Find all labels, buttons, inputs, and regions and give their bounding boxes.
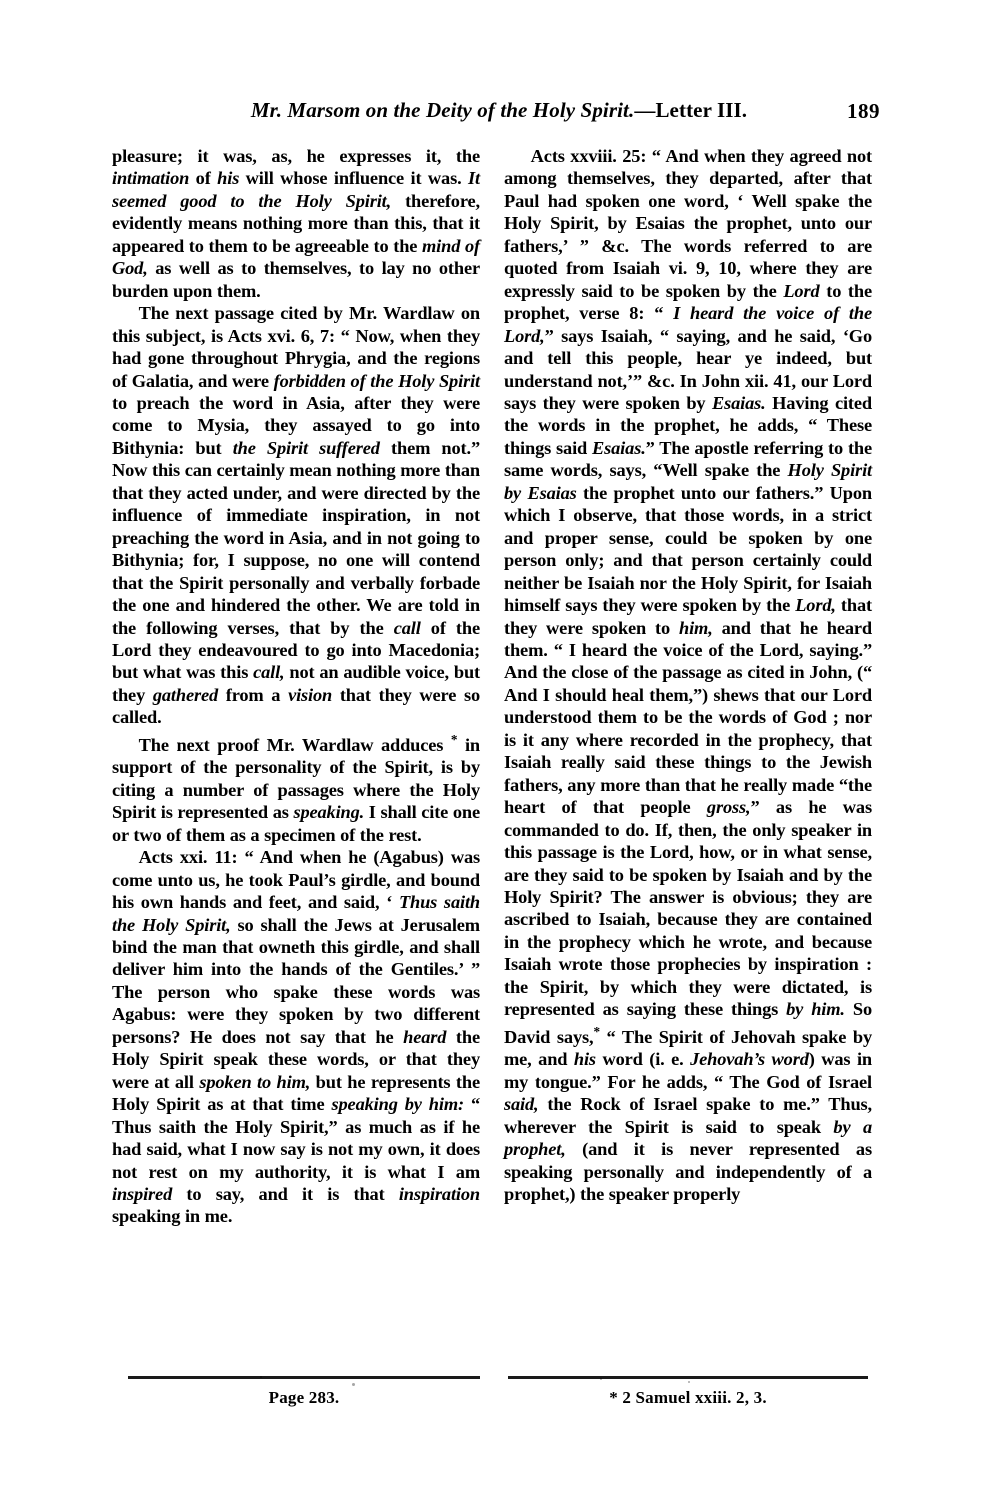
running-head-title-text: Mr. Marsom on the Deity of the Holy Spirit. [250,98,635,122]
paragraph: Acts xxviii. 25: “ And when they agreed not among themselves, they departed, after that Paul had spoken one word, ‘ Well spake the Holy Spirit, by Esaias the prophet, unto our fathers,’ ” &c. The words referred to are quoted from Isaiah vi. 9, 10, where they are expressly said to be spoken by the Lord to the prophet, verse 8: “ I heard the voice of the Lord,” says Isaiah, “ saying, and he said, ‘Go and tell this people, hear ye indeed, but understand not,’” &c. In John xii. 41, our Lord says they were spoken by Esaias. Having cited the words in the prophet, he adds, “ These things said Esaias.” The apostle referring to the same words, says, “Well spake the Holy Spirit by Esaias the prophet unto our fathers.” Upon which I observe, that those words, in a strict and proper sense, could be spoken by one person only; and that person certainly could neither be Isaiah nor the Holy Spirit, for Isaiah himself says they were spoken by the Lord, that they were spoken to him, and that he heard them. “ I heard the voice of the Lord, saying.” And the close of the passage as cited in John, (“ And I should heal them,”) shews that our Lord understood them to be the words of God ; nor is it any where recorded in the prophecy, that Isaiah really said these things to the Jewish fathers, any more than that he really made “the heart of that people gross,” as he was commanded to do. If, then, the only speaker in this passage is the Lord, how, or in what sense, are they said to be spoken by Isaiah and by the Holy Spirit? The answer is obvious; they are ascribed to Isaiah, because they are contained in the prophecy which he wrote, and because Isaiah wrote those prophecies by inspiration : the Spirit, by which they were dictated, is represented as saying these things by him. So David says,* “ The Spirit of Jehovah spake by me, and his word (i. e. Jehovah’s word) was in my tongue.” For he adds, “ The God of Israel said, the Rock of Israel spake to me.” Thus, wherever the Spirit is said to speak by a prophet, (and it is never represented as speaking personally and independently of a prophet,) the speaker properly [504,146,873,1204]
right-text-column [504,145,872,1350]
paragraph: pleasure; it was, as, he expresses it, the intimation of his will whose influence it was. It seemed good to the Holy Spirit, therefore, evidently means nothing more than this, that it appeared to them to be agreeable to the mind of God, as well as to themselves, to lay no other burden upon them. [112,146,480,301]
left-text-column [112,145,480,1350]
running-head-letter-number: —Letter III. [634,98,748,122]
page-folio-number: 189 [847,99,880,123]
footnote-left: Page 283. [268,1388,340,1407]
paragraph: The next passage cited by Mr. Wardlaw on this subject, is Acts xvi. 6, 7: “ Now, when they had gone throughout Phrygia, and the regions of Galatia, and were forbidden of the Holy Spirit to preach the word in Asia, after they were come to Mysia, they assayed to go into Bithynia: but the Spirit suffered them not.” Now this can certainly mean nothing more than that they acted under, and were directed by the influence of immediate inspiration, in not preaching the word in Asia, and in not going to Bithynia; for, I suppose, no one will contend that the Spirit personally and verbally forbade the one and hindered the other. We are told in the following verses, that by the call of the Lord they endeavoured to go into Macedonia; but what was this call, not an audible voice, but they gathered from a vision that they were so called. [112,303,481,728]
scan-speckle [688,1381,690,1383]
footnote-rule-left [128,1376,480,1379]
paragraph: Acts xxi. 11: “ And when he (Agabus) was come unto us, he took Paul’s girdle, and bound his own hands and feet, and said, ‘ Thus saith the Holy Spirit, so shall the Jews at Jerusalem bind the man that owneth this girdle, and shall deliver him into the hands of the Gentiles.’ ” The person who spake these words was Agabus: were they spoken by two different persons? He does not say that he heard the Holy Spirit speak these words, or that they were at all spoken to him, but he represents the Holy Spirit as at that time speaking by him: “ Thus saith the Holy Spirit,” as much as if he had said, what I now say is not my own, it does not rest on my authority, it is what I am inspired to say, and it is that inspiration speaking in me. [112,847,480,1227]
running-head-title [251,98,747,123]
paragraph: The next proof Mr. Wardlaw adduces * in support of the personality of the Spirit, is by citing a number of passages where the Holy Spirit is represented as speaking. I shall cite one or two of them as a specimen of the rest. [112,731,480,845]
scan-speckle [352,1383,355,1386]
footnote-rule-right [508,1376,868,1379]
text-body [112,145,884,1350]
running-head [118,98,880,128]
footnote-right: * 2 Samuel xxiii. 2, 3. [609,1388,767,1407]
